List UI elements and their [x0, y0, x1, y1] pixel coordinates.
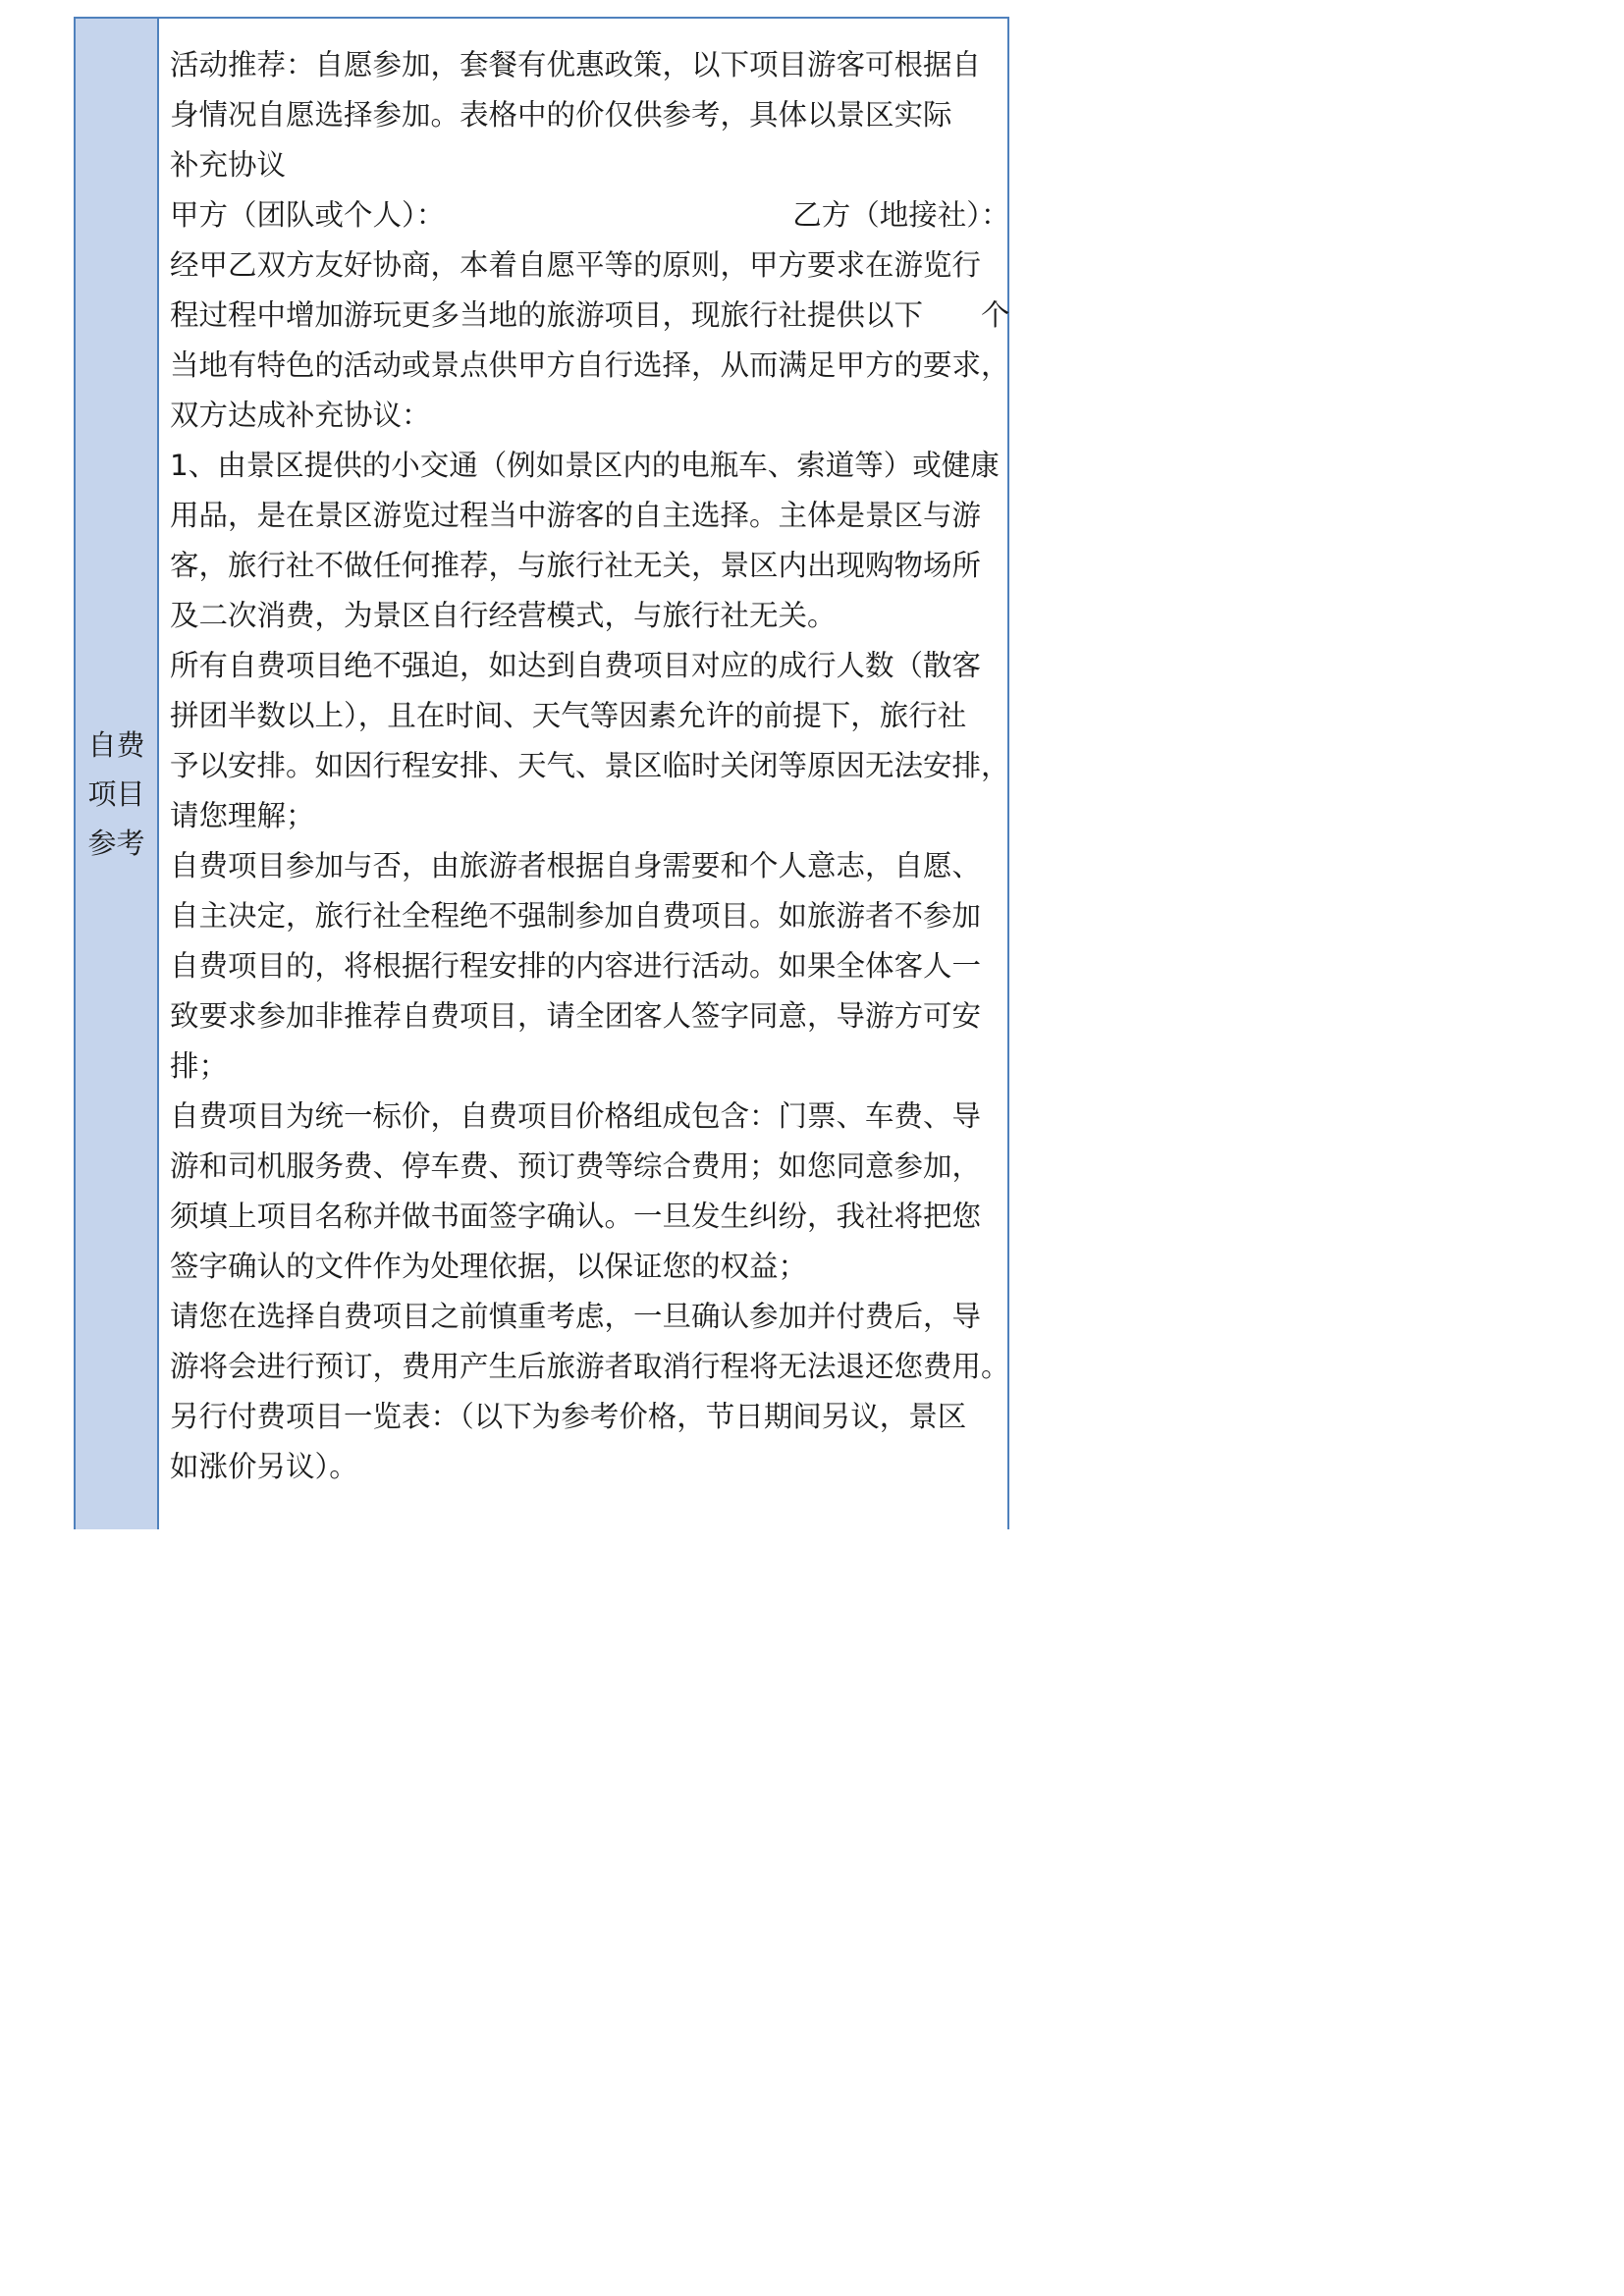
section-label-cell [76, 19, 159, 1529]
text-line: 予以安排。如因行程安排、天气、景区临时关闭等原因无法安排， [170, 749, 1010, 782]
text-line: 请您理解； [170, 799, 315, 832]
text-line: 客，旅行社不做任何推荐，与旅行社无关，景区内出现购物场所 [170, 549, 982, 582]
text-line: 排； [170, 1049, 229, 1083]
text-line: 当地有特色的活动或景点供甲方自行选择，从而满足甲方的要求， [170, 348, 1010, 382]
text-line: 拼团半数以上），且在时间、天气等因素允许的前提下，旅行社 [170, 699, 967, 732]
text-line: 身情况自愿选择参加。表格中的价仅供参考，具体以景区实际 [170, 98, 952, 132]
text-line: 1、由景区提供的小交通（例如景区内的电瓶车、索道等）或健康 [170, 449, 1000, 482]
text-line: 签字确认的文件作为处理依据，以保证您的权益； [170, 1250, 808, 1283]
text-line: 活动推荐：自愿参加，套餐有优惠政策，以下项目游客可根据自 [170, 48, 982, 81]
text-line: 经甲乙双方友好协商，本着自愿平等的原则，甲方要求在游览行 [170, 248, 982, 282]
section-content-cell [159, 19, 1018, 1529]
party-b-label: 乙方（地接社）： [792, 198, 1010, 232]
text-line: 如涨价另议）。 [170, 1450, 358, 1483]
text-line: 用品，是在景区游览过程当中游客的自主选择。主体是景区与游 [170, 499, 982, 532]
document-table [74, 17, 1009, 1529]
text-line: 另行付费项目一览表：（以下为参考价格，节日期间另议，景区 [170, 1400, 967, 1433]
text-line: 致要求参加非推荐自费项目，请全团客人签字同意，导游方可安 [170, 999, 982, 1033]
text-line: 所有自费项目绝不强迫，如达到自费项目对应的成行人数（散客 [170, 649, 982, 682]
text-line: 程过程中增加游玩更多当地的旅游项目，现旅行社提供以下 个 [170, 298, 1010, 332]
parties-line [170, 190, 1010, 240]
text-line: 请您在选择自费项目之前慎重考虑，一旦确认参加并付费后，导 [170, 1300, 982, 1333]
text-line: 双方达成补充协议： [170, 399, 431, 432]
text-line: 自主决定，旅行社全程绝不强制参加自费项目。如旅游者不参加 [170, 899, 982, 933]
text-line: 游和司机服务费、停车费、预订费等综合费用；如您同意参加， [170, 1149, 982, 1183]
section-label: 自费项目参考 [87, 727, 145, 860]
text-line: 及二次消费，为景区自行经营模式，与旅行社无关。 [170, 599, 837, 632]
text-line: 自费项目的，将根据行程安排的内容进行活动。如果全体客人一 [170, 949, 982, 983]
text-line: 补充协议 [170, 148, 287, 182]
text-line: 游将会进行预订，费用产生后旅游者取消行程将无法退还您费用。 [170, 1350, 1010, 1383]
text-line: 自费项目为统一标价，自费项目价格组成包含：门票、车费、导 [170, 1099, 982, 1133]
text-line: 须填上项目名称并做书面签字确认。一旦发生纠纷，我社将把您 [170, 1200, 982, 1233]
agreement-body [170, 240, 1010, 1492]
text-line: 自费项目参加与否，由旅游者根据自身需要和个人意志，自愿、 [170, 849, 982, 882]
party-a-label: 甲方（团队或个人）： [170, 198, 446, 232]
